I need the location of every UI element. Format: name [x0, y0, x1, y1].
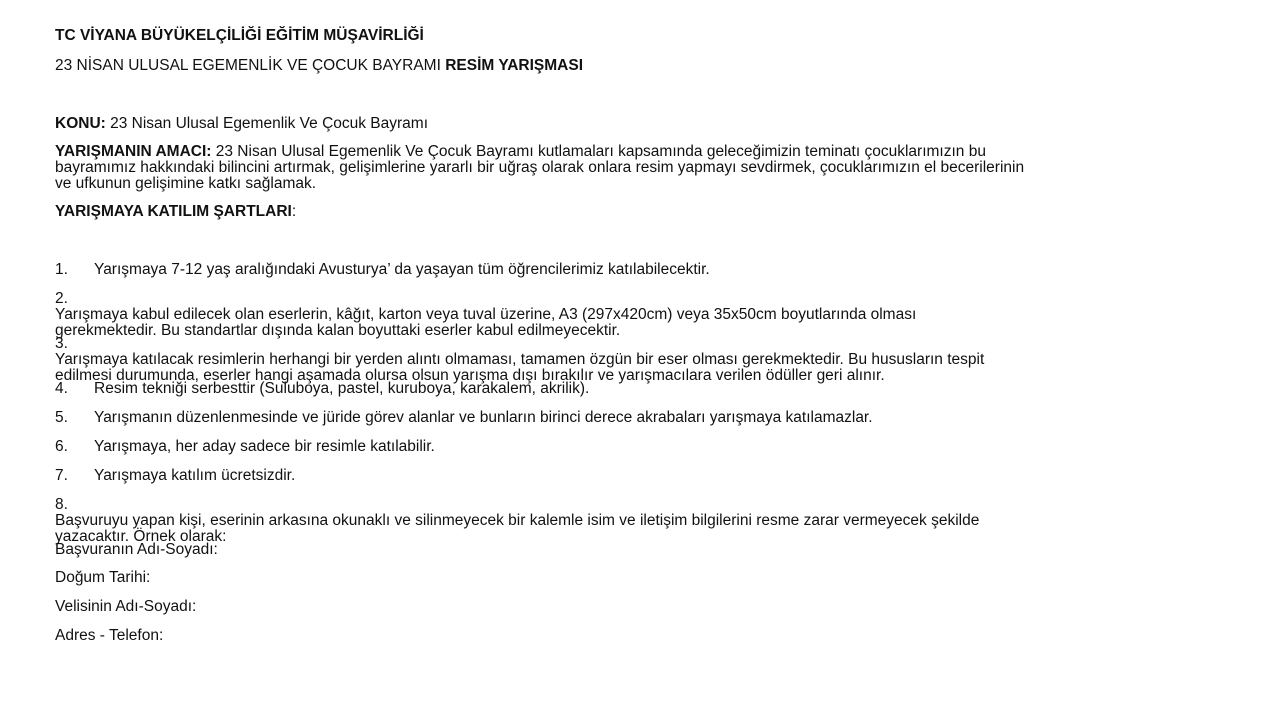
- org-title: [55, 27, 424, 45]
- list-item-text: Yarışmaya, her aday sadece bir resimle katılabilir.: [94, 438, 435, 455]
- list-item: [55, 380, 589, 398]
- list-item-number: 5.: [55, 409, 68, 426]
- list-item-line-1: [55, 497, 979, 529]
- org-title-text: TC VİYANA BÜYÜKELÇİLİĞİ EĞİTİM MÜŞAVİRLİĞİ: [55, 27, 424, 44]
- list-item-line-2: edilmesi durumunda, eserler hangi aşamada olursa olsun yarışma dışı bırakılır ve yarışmacılara verilen ödüller geri alınır.: [55, 367, 885, 384]
- konu-line: [55, 115, 428, 133]
- list-item: [55, 438, 435, 456]
- list-item-text: Yarışmaya katılacak resimlerin herhangi bir yerden alıntı olmaması, tamamen özgün bir eser olması gerekmektedir. Bu hususların tespit: [55, 351, 985, 368]
- competition-title-regular: 23 NİSAN ULUSAL EGEMENLİK VE ÇOCUK BAYRAMI: [55, 57, 446, 74]
- konu-label: KONU:: [55, 115, 106, 132]
- form-field-label: Velisinin Adı-Soyadı:: [55, 598, 197, 615]
- list-item: [55, 409, 873, 427]
- form-field-applicant-name: [55, 541, 218, 559]
- list-item-text: Yarışmaya kabul edilecek olan eserlerin, kâğıt, karton veya tuval üzerine, A3 (297x420cm) veya 35x50cm boyutlarında olması: [55, 306, 917, 323]
- competition-title: [55, 57, 583, 75]
- sartlar-colon: :: [291, 203, 297, 220]
- sartlar-label: YARIŞMAYA KATILIM ŞARTLARI: [55, 203, 292, 220]
- list-item: [55, 467, 295, 485]
- form-field-label: Doğum Tarihi:: [55, 569, 151, 586]
- list-item-text: Yarışmaya 7-12 yaş aralığındaki Avusturya’ da yaşayan tüm öğrencilerimiz katılabilecektir.: [94, 261, 710, 278]
- amac-line-2: bayramımız hakkındaki bilincini artırmak, gelişimlerine yararlı bir uğraş olarak onlara resim yapmayı sevdirmek, çocuklarımızın el becerilerinin: [55, 159, 1025, 176]
- form-field-label: Başvuranın Adı-Soyadı:: [55, 541, 218, 558]
- list-item: [55, 497, 979, 545]
- form-field-guardian-name: [55, 598, 196, 616]
- list-item: [55, 336, 984, 384]
- list-item-number: 8.: [55, 496, 68, 513]
- list-item-number: 1.: [55, 261, 68, 278]
- list-item-number: 4.: [55, 380, 68, 397]
- list-item-line-1: [55, 291, 916, 323]
- list-item-text: Resim tekniği serbesttir (Suluboya, pastel, kuruboya, karakalem, akrilik).: [94, 380, 590, 397]
- list-item-number: 7.: [55, 467, 68, 484]
- competition-title-bold: RESİM YARIŞMASI: [445, 57, 584, 74]
- list-item-number: 3.: [55, 335, 68, 352]
- list-item: [55, 261, 710, 279]
- sartlar-heading: [55, 203, 296, 221]
- amac-paragraph: [55, 144, 1024, 192]
- list-item-line-1: [55, 336, 984, 368]
- form-field-label: Adres - Telefon:: [55, 627, 164, 644]
- amac-text-1: 23 Nisan Ulusal Egemenlik Ve Çocuk Bayramı kutlamaları kapsamında geleceğimizin teminatı çocuklarımızın bu: [211, 143, 986, 160]
- list-item-text: Yarışmaya katılım ücretsizdir.: [94, 467, 296, 484]
- list-item-line-2: yazacaktır. Örnek olarak:: [55, 528, 227, 545]
- list-item-text: Yarışmanın düzenlenmesinde ve jüride görev alanlar ve bunların birinci derece akrabaları yarışmaya katılamazlar.: [94, 409, 873, 426]
- amac-line-1: [55, 144, 1024, 160]
- list-item: [55, 291, 916, 339]
- amac-line-3: ve ufkunun gelişimine katkı sağlamak.: [55, 175, 317, 192]
- list-item-line-2: gerekmektedir. Bu standartlar dışında kalan boyuttaki eserler kabul edilmeyecektir.: [55, 322, 621, 339]
- list-item-text: Başvuruyu yapan kişi, eserinin arkasına okunaklı ve silinmeyecek bir kalemle isim ve iletişim bilgilerini resme zarar vermeyecek şekilde: [55, 512, 980, 529]
- list-item-number: 6.: [55, 438, 68, 455]
- list-item-number: 2.: [55, 290, 68, 307]
- form-field-birth-date: [55, 569, 150, 587]
- amac-label: YARIŞMANIN AMACI:: [55, 143, 212, 160]
- konu-text: 23 Nisan Ulusal Egemenlik Ve Çocuk Bayramı: [105, 115, 429, 132]
- form-field-address-phone: [55, 627, 163, 645]
